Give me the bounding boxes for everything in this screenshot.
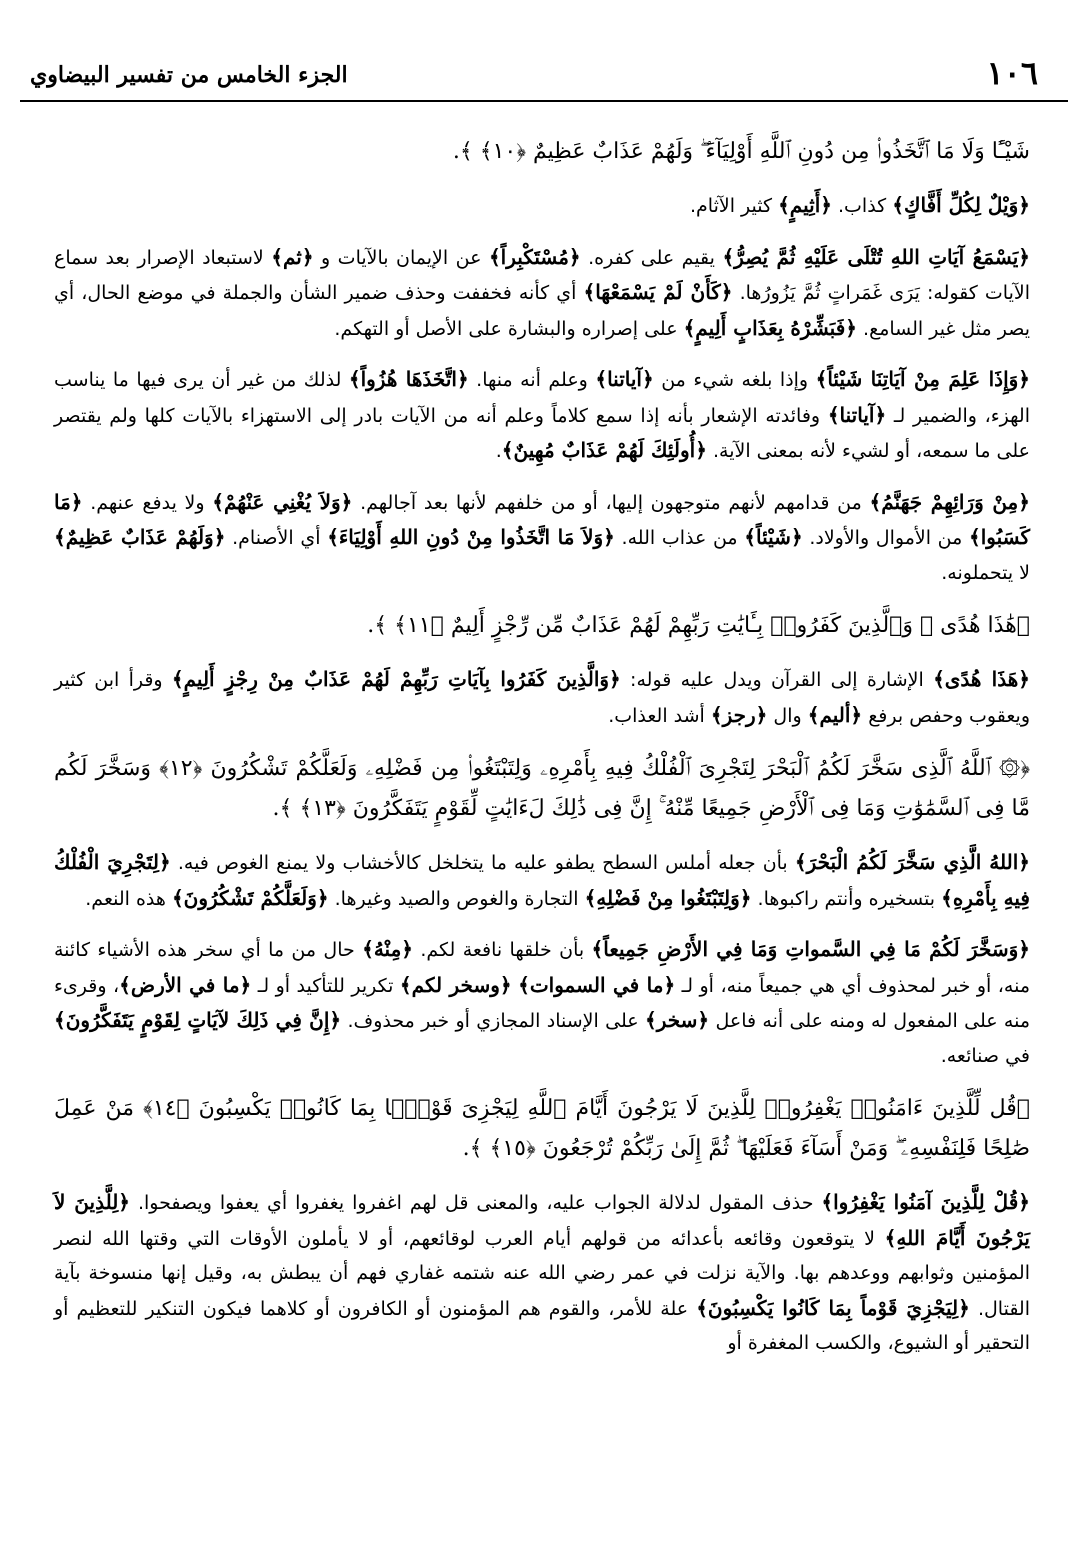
- commentary-text: كذاب.: [831, 195, 893, 217]
- quran-verse-block: [54, 132, 1030, 172]
- tafsir-paragraph: [54, 662, 1030, 733]
- tafsir-paragraph: [54, 240, 1030, 347]
- quoted-verse: ﴿أليم﴾: [807, 702, 863, 727]
- commentary-text: الإشارة إلى القرآن ويدل عليه قوله:: [620, 669, 934, 691]
- commentary-text: على الإسناد المجازي أو خبر محذوف.: [341, 1010, 645, 1032]
- commentary-text: حال من ما أي سخر هذه الأشياء كائنة منه، أو خبر لمحذوف أي هي جميعاً منه، أو لـ: [54, 939, 1031, 997]
- quoted-verse: ﴿شَيْئاً﴾: [744, 525, 803, 549]
- quoted-verse: ﴿وَسَخَّرَ لَكُمْ مَا فِي السَّمواتِ وَمَا فِي الأَرْضِ جَمِيعاً﴾: [591, 937, 1030, 961]
- quoted-verse: ﴿وَالَّذِينَ كَفَرُوا بِآيَاتِ رَبِّهِمْ لَهُمْ عَذَابٌ مِنْ رِجْزٍ أَلِيمٍ﴾: [171, 667, 621, 691]
- commentary-text: لاستبعاد الإصرار بعد سماع الآيات كقوله: يَرَى غَمَراتٍ ثُمَّ يَزُورُها.: [54, 246, 1030, 304]
- tafsir-paragraph: [54, 1185, 1030, 1361]
- quoted-verse: ﴿اتَّخَذَهَا هُزُواً﴾: [348, 367, 469, 391]
- quoted-verse: ﴿اللهُ الَّذِي سَخَّرَ لَكُمُ الْبَحْرَ﴾: [794, 850, 1031, 874]
- commentary-text: وقرأ ابن كثير ويعقوب وحفص برفع: [54, 669, 1030, 727]
- quoted-verse: ﴿وَلَهُمْ عَذَابٌ عَظِيمٌ﴾: [54, 525, 226, 549]
- quoted-verse: ﴿ما في السموات﴾: [518, 972, 676, 997]
- page-body: [54, 116, 1030, 1373]
- commentary-text: أشد العذاب.: [608, 704, 711, 727]
- quoted-verse: ﴿مَا كَسَبُوا﴾: [54, 489, 1031, 549]
- page-number: ١٠٦: [986, 54, 1038, 92]
- commentary-text: لا يتوقعون وقائعه بأعدائه من قولهم أيام العرب لوقائعهم، أو لا يأملون الأوقات التي وقتها الله لنصر المؤمنين وثوابهم ووعدهم بها. والآية نزلت في عمر رضي الله عنه شتمه غفاري فهم أن يبطش به، وقيل إنها منسوخة بآية القتال.: [54, 1227, 1030, 1320]
- commentary-text: وفائدته الإشعار بأنه إذا سمع كلاماً وعلم أنه من الآيات بادر إلى الاستهزاء بالآيات كلها ولم يقتصر على ما سمعه، أو لشيء لأنه بمعنى الآية.: [54, 404, 1030, 462]
- commentary-text: بأن جعله أملس السطح يطفو عليه ما يتخلخل كالأخشاب ولا يمنع الغوص فيه.: [170, 852, 795, 874]
- commentary-text: ﴾.: [272, 796, 300, 821]
- commentary-text: التجارة والغوص والصيد وغيرها.: [328, 887, 585, 910]
- quoted-verse: ﴿وسخر لكم﴾: [399, 972, 512, 997]
- quran-verse-block: [54, 1089, 1030, 1169]
- quoted-verse: ﴿وَلاَ يُغْنِي عَنْهُمْ﴾: [212, 489, 353, 514]
- commentary-text: من الأموال والأولاد.: [802, 527, 969, 549]
- commentary-text: يقيم على كفره.: [580, 246, 723, 269]
- tafsir-paragraph: [54, 845, 1030, 916]
- quoted-verse: ﴿فَبَشِّرْهُ بِعَذَابٍ أَلِيمٍ﴾: [683, 315, 857, 340]
- quoted-verse: ﴿لِيَجْزِيَ قَوْماً بِمَا كَانُوا يَكْسِبُونَ﴾: [696, 1295, 970, 1320]
- commentary-text: لذلك من غير أن يرى فيها ما يناسب الهزء، والضمير لـ: [54, 369, 1030, 427]
- commentary-text: وعلم أنه منها.: [468, 369, 596, 391]
- tafsir-paragraph: [54, 485, 1030, 591]
- running-title: الجزء الخامس من تفسير البيضاوي: [30, 62, 348, 88]
- commentary-text: .: [495, 440, 502, 462]
- commentary-text: على إصراره والبشارة على الأصل أو التهكم.: [334, 317, 684, 340]
- quoted-verse: ﴿۞ ٱللَّهُ ٱلَّذِى سَخَّرَ لَكُمُ ٱلْبَحْرَ لِتَجْرِىَ ٱلْفُلْكُ فِيهِ بِأَمْرِهِۦ وَلِتَبْتَغُوا۟ مِن فَضْلِهِۦ وَلَعَلَّكُمْ تَشْكُرُونَ ﴿١٢﴾ وَسَخَّرَ لَكُم مَّا فِى ٱلسَّمَٰوَٰتِ وَمَا فِى ٱلْأَرْضِ جَمِيعًا مِّنْهُ ۚ إِنَّ فِى ذَٰلِكَ لَءَايَٰتٍ لِّقَوْمٍ يَتَفَكَّرُونَ ﴿١٣﴾: [54, 756, 1031, 821]
- commentary-text: في صنائعه.: [940, 1044, 1030, 1067]
- commentary-text: أي كأنه فخففت وحذف ضمير الشأن والجملة في موضع الحال، أي يصر مثل غير السامع.: [54, 282, 1030, 340]
- commentary-text: ﴾.: [367, 613, 395, 638]
- quoted-verse: ﴿يَسْمَعُ آيَاتِ اللهِ تُتْلَى عَلَيْهِ ثُمَّ يُصِرُّ﴾: [722, 244, 1030, 269]
- commentary-text: كثير الآثام.: [689, 195, 779, 217]
- quoted-verse: ﴿مِنْهُ﴾: [362, 937, 414, 961]
- commentary-text: لا يتحملونه.: [941, 561, 1030, 584]
- quoted-verse: ﴿مِنْ وَرَائِهِمْ جَهَنَّمُ﴾: [869, 489, 1030, 514]
- quran-verse-block: [54, 606, 1030, 646]
- commentary-text: وإذا بلغه شيء من: [653, 369, 816, 391]
- tafsir-paragraph: [54, 188, 1030, 224]
- quoted-verse: ﴿لِتَجْرِيَ الْفُلْكُ فِيهِ بِأَمْرِهِ﴾: [54, 850, 1030, 910]
- commentary-text: حذف المقول لدلالة الجواب عليه، والمعنى قل لهم اغفروا يغفروا أي يعفوا ويصفحوا.: [130, 1192, 822, 1214]
- commentary-text: هذه النعم.: [85, 887, 172, 910]
- quoted-verse: ﴿وَإِذَا عَلِمَ مِنْ آيَاتِنَا شَيْئاً﴾: [815, 367, 1031, 391]
- quran-verse-block: [54, 749, 1030, 829]
- tafsir-paragraph: [54, 932, 1030, 1073]
- commentary-text: من قدامهم لأنهم متوجهون إليها، أو من خلفهم لأنها بعد آجالهم.: [352, 491, 870, 514]
- quoted-verse: ﴿مُسْتَكْبِراً﴾: [488, 244, 581, 269]
- quoted-verse: ﴿أَثِيمٍ﴾: [778, 193, 832, 217]
- commentary-text: وال: [767, 704, 808, 727]
- quoted-verse: ﴿وَيْلٌ لِكُلِّ أَفَّاكٍ﴾: [892, 193, 1030, 217]
- quoted-verse: ﴿آياتنا﴾: [595, 367, 654, 391]
- quoted-verse: ﴿هَٰذَا هُدًى ۖ وَٱلَّذِينَ كَفَرُوا۟ بِـَٔايَٰتِ رَبِّهِمْ لَهُمْ عَذَابٌ مِّن رِّجْزٍ أَلِيمٌ ﴿١١﴾: [394, 613, 1030, 638]
- quoted-verse: ﴿رجز﴾: [710, 702, 768, 727]
- page-header: [20, 48, 1068, 102]
- commentary-text: ﴾.: [452, 139, 480, 164]
- tafsir-paragraph: [54, 362, 1030, 469]
- quoted-verse: ﴿وَلَعَلَّكُمْ تَشْكُرُونَ﴾: [171, 885, 329, 910]
- commentary-text: علة للأمر، والقوم هم المؤمنون أو الكافرون أو كلاهما فيكون التنكير للتعظيم أو التحقير أو الشيوع، والكسب المغفرة أو: [54, 1297, 1030, 1354]
- commentary-text: بأن خلقها نافعة لكم.: [413, 939, 592, 961]
- quoted-verse: ﴿سخر﴾: [644, 1008, 710, 1032]
- commentary-text: ، وقرىء منه على المفعول له ومنه على أنه فاعل: [54, 974, 1031, 1032]
- quoted-verse: ﴿وَلاَ مَا اتَّخَذُوا مِنْ دُونِ اللهِ أَوْلِيَاءَ﴾: [327, 525, 615, 549]
- quoted-verse: ﴿كَأَنْ لَمْ يَسْمَعْهَا﴾: [583, 280, 733, 304]
- commentary-text: أي الأصنام.: [225, 527, 328, 549]
- quoted-verse: ﴿إِنَّ فِي ذَلِكَ لآيَاتٍ لِقَوْمٍ يَتَفَكَّرُونَ﴾: [54, 1008, 342, 1032]
- quoted-verse: ﴿أُولَئِكَ لَهُمْ عَذَابٌ مُهِينٌ﴾: [501, 438, 707, 462]
- quoted-verse: ﴿هَذَا هُدًى﴾: [933, 667, 1031, 691]
- commentary-text: بتسخيره وأنتم راكبوها.: [751, 887, 942, 910]
- quoted-verse: ﴿لِلَّذِينَ لاَ يَرْجُونَ أَيَّامَ اللهِ﴾: [54, 1190, 1030, 1250]
- commentary-text: تكرير للتأكيد أو لـ: [251, 974, 400, 997]
- quoted-verse: ﴿وَلِتَبْتَغُوا مِنْ فَضْلِهِ﴾: [584, 885, 752, 910]
- quoted-verse: ﴿قُل لِّلَّذِينَ ءَامَنُوا۟ يَغْفِرُوا۟ لِلَّذِينَ لَا يَرْجُونَ أَيَّامَ ٱللَّهِ لِيَجْزِىَ قَوْمًۢا بِمَا كَانُوا۟ يَكْسِبُونَ ﴿١٤﴾ مَنْ عَمِلَ صَٰلِحًا فَلِنَفْسِهِۦ ۖ وَمَنْ أَسَآءَ فَعَلَيْهَا ۖ ثُمَّ إِلَىٰ رَبِّكُمْ تُرْجَعُونَ ﴿١٥﴾: [54, 1096, 1030, 1161]
- commentary-text: ولا يدفع عنهم.: [82, 491, 213, 514]
- quoted-verse: ﴿قُلْ لِلَّذِينَ آمَنُوا يَغْفِرُوا﴾: [821, 1190, 1030, 1214]
- commentary-text: عن الإيمان بالآيات و: [313, 246, 489, 269]
- quoted-verse: ﴿آياتنا﴾: [827, 402, 887, 427]
- commentary-text: من عذاب الله.: [614, 527, 745, 549]
- quoted-verse: ﴿ثم﴾: [271, 244, 314, 269]
- quoted-verse: شَيْـًٔا وَلَا مَا ٱتَّخَذُوا۟ مِن دُونِ ٱللَّهِ أَوْلِيَآءَ ۖ وَلَهُمْ عَذَابٌ عَظِيمٌ ﴿١٠﴾: [479, 139, 1030, 164]
- quoted-verse: ﴿ما في الأرض﴾: [119, 972, 252, 997]
- commentary-text: ﴾.: [462, 1136, 490, 1161]
